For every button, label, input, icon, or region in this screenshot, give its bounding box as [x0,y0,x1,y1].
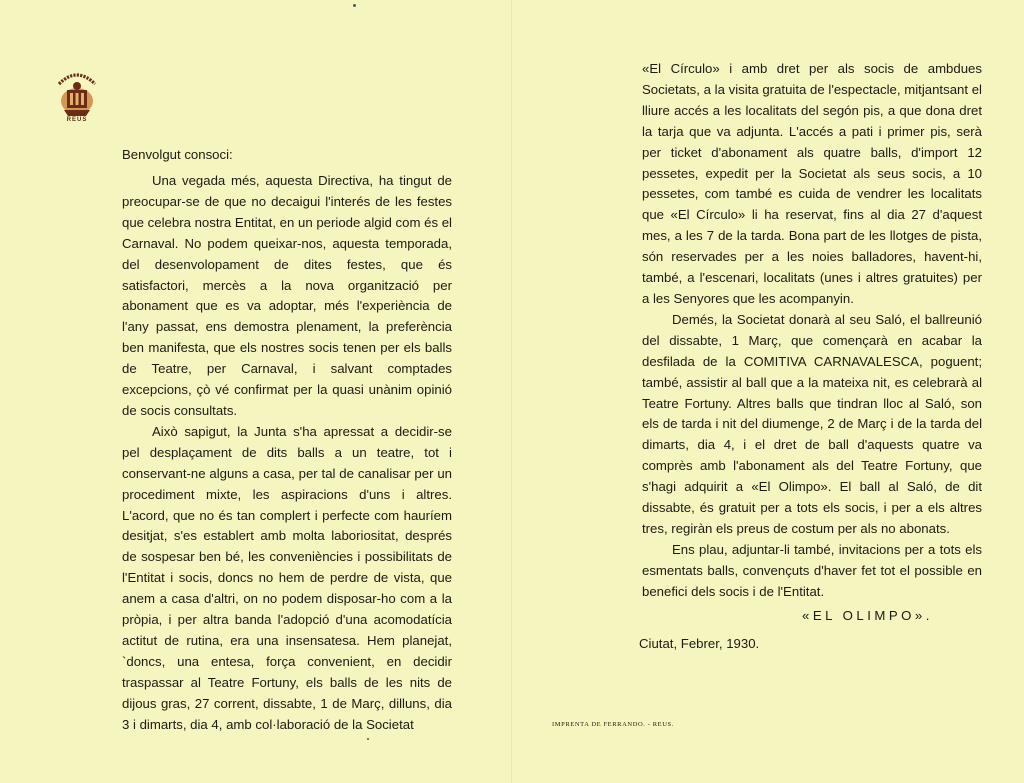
right-column [642,59,982,603]
ink-speck [367,738,369,740]
emblem-caption: REUS [66,117,88,123]
printer-imprint: IMPRENTA DE FERRANDO. - REUS. [552,721,674,728]
greeting: Benvolgut consoci: [122,147,233,162]
signature: «EL OLIMPO». [802,608,933,623]
left-column [122,171,452,735]
paragraph: Això sapigut, la Junta s'ha apressat a decidir-se pel desplaçament de dits balls a un teatre, tot i conservant-ne alguns a casa, per tal de canalisar per un procediment mixte, les aspiracions d'uns i altres. L'acord, que no és tan complert i perfecte com hauríem desitjat, s'es establert amb molta laboriositat, després de sospesar ben bé, les conveniències i possibilitats de l'Entitat i socis, doncs no hem de perdre de vista, que anem a casa d'altri, on no podem disposar-ho com a la pròpia, i per altra banda l'adopció d'una acomodatícia actitut de rutina, era una insensatesa. Hem planejat, `doncs, una entesa, força convenient, en decidir traspassar al Teatre Fortuny, els balls de les nits de dijous gras, 27 corrent, dissabte, 1 de Març, dilluns, dia 3 i dimarts, dia 4, amb col·laboració de la Societat [122,423,452,732]
date-line: Ciutat, Febrer, 1930. [639,636,760,651]
ink-speck [353,4,356,7]
paragraph: Ens plau, adjuntar-li també, invitacions per a tots els esmentats balls, convençuts d'haver fet tot el possible en benefici dels socis i de l'Entitat. [642,541,982,599]
paragraph: Demés, la Societat donarà al seu Saló, el ballreunió del dissabte, 1 Març, que començarà en acabar la desfilada de la COMITIVA CARNAVALESCA, poguent; també, assistir al ball que a la mateixa nit, es celebrarà al Teatre Fortuny. Altres balls que tindran lloc al Saló, son els de tarda i nit del diumenge, 2 de Març i de la tarda del dimarts, dia 4, i el dret de ball d'aquests quatre va comprès amb l'abonament als del Teatre Fortuny, que s'hagi adquirit a «El Olimpo». El ball al Saló, de dit dissabte, és gratuit per a tots els socis, i per a els altres tres, regiràn els preus de costum per als no abonats. [642,311,982,536]
paragraph: «El Círculo» i amb dret per als socis de ambdues Societats, a la visita gratuita de l'espectacle, mitjantsant el lliure accés a les localitats del segón pis, a que dona dret la tarja que va adjunta. L'accés a pati i primer pis, serà per ticket d'abonament als quatre balls, d'import 12 pessetes, expedit per la Societat als seus socis, a 10 pessetes, com també es cuida de vendrer les localitats que «El Círculo» li ha reservat, fins al dia 27 d'aquest mes, a les 7 de la tarda. Bona part de les llotges de pista, són reservades per a les noies balladores, havent-hi, també, a l'escenari, localitats (unes i altres gratuites) per a les Senyores que les acompanyin. [642,61,982,306]
right-page [512,0,1024,783]
paragraph: Una vegada més, aquesta Directiva, ha tingut de preocupar-se de que no decaigui l'interés de les festes que celebra nostra Entitat, en un periode algid com és el Carnaval. No podem queixar-nos, aquesta temporada, del desenvolopament de dites festes, que és satisfactori, mercès a la nova organització per abonament que es va adoptar, més l'experiència de l'any passat, ens demostra plenament, la preferència ben manifesta, que els nostres socis tenen per els balls de Teatre, per Carnaval, i salvant comptades excepcions, çò vé confirmat per la quasi unànim opinió de socis consultats. [122,173,452,418]
